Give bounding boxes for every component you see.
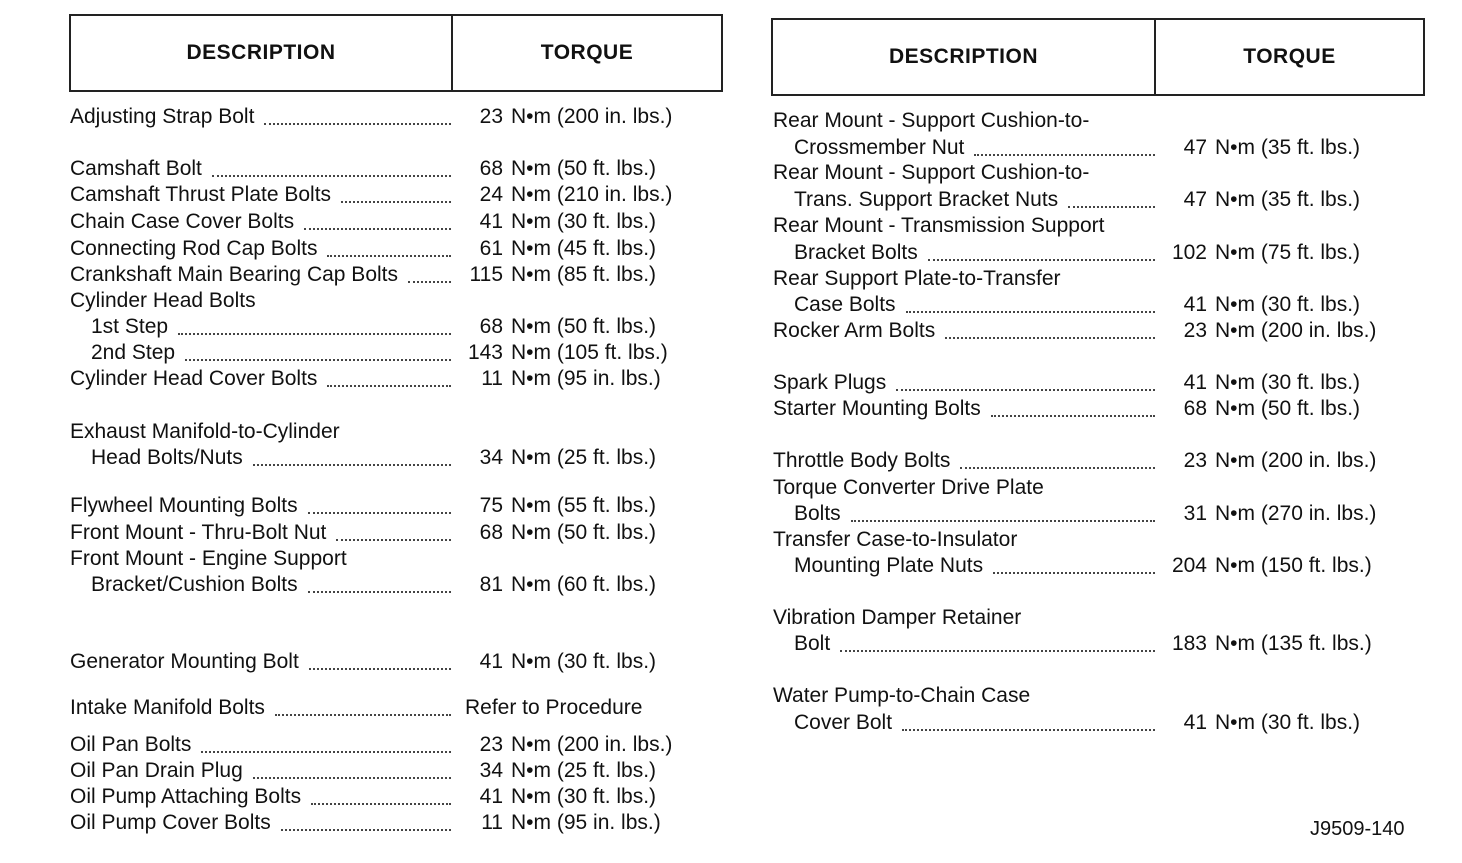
torque-unit: N•m (45 ft. lbs.): [511, 237, 657, 260]
table-row: [70, 106, 672, 132]
torque-unit: N•m (135 ft. lbs.): [1215, 632, 1372, 655]
dot-leader: [993, 572, 1155, 574]
description-text: Oil Pump Cover Bolts: [70, 811, 271, 834]
dot-leader: [902, 729, 1155, 731]
description-cell: [773, 215, 1159, 241]
description-text: Camshaft Thrust Plate Bolts: [70, 183, 332, 206]
torque-unit: N•m (95 in. lbs.): [511, 367, 661, 390]
torque-cell: [465, 106, 672, 132]
description-header: DESCRIPTION: [888, 45, 1038, 68]
description-text: Front Mount - Engine Support: [70, 547, 347, 570]
description-text: Trans. Support Bracket Nuts: [794, 188, 1059, 211]
dot-leader: [275, 714, 451, 716]
description-text: Cover Bolt: [794, 711, 893, 734]
description-text: Water Pump-to-Chain Case: [773, 684, 1031, 707]
table-row: [70, 264, 656, 290]
description-cell: [773, 162, 1159, 188]
description-cell: [773, 712, 1159, 738]
description-cell: [70, 548, 455, 574]
torque-cell: [1169, 189, 1360, 215]
table-row: [773, 320, 1376, 346]
torque-unit: N•m (30 ft. lbs.): [511, 210, 657, 233]
dot-leader: [308, 512, 451, 514]
description-text: Rear Mount - Support Cushion-to-: [773, 161, 1090, 184]
torque-value: 24: [479, 183, 503, 206]
dot-leader: [178, 333, 451, 335]
table-row: [70, 495, 656, 521]
description-cell: [70, 495, 455, 521]
torque-value: 31: [1183, 502, 1207, 525]
description-cell: [70, 697, 455, 723]
table-row: [70, 342, 668, 368]
description-text: Crossmember Nut: [794, 136, 965, 159]
dot-leader: [281, 829, 451, 831]
right-table-header: [771, 18, 1425, 96]
torque-value: 75: [479, 494, 503, 517]
torque-value: 23: [1183, 319, 1207, 342]
torque-cell: [465, 368, 661, 394]
torque-cell: [1169, 555, 1372, 581]
description-text: Starter Mounting Bolts: [773, 397, 981, 420]
table-row: [773, 607, 1159, 633]
description-text: Cylinder Head Cover Bolts: [70, 367, 318, 390]
description-text: Oil Pan Drain Plug: [70, 759, 243, 782]
table-row: [773, 529, 1159, 555]
torque-value: 41: [1183, 711, 1207, 734]
torque-unit: N•m (150 ft. lbs.): [1215, 554, 1372, 577]
description-cell: [773, 555, 1159, 581]
torque-unit: N•m (210 in. lbs.): [511, 183, 673, 206]
torque-value: 41: [479, 650, 503, 673]
torque-cell: [1169, 633, 1372, 659]
dot-leader: [408, 281, 451, 283]
torque-value: 115: [469, 263, 503, 286]
description-text: Vibration Damper Retainer: [773, 606, 1022, 629]
table-row: [773, 503, 1376, 529]
torque-cell: [465, 184, 672, 210]
description-cell: [70, 447, 455, 473]
torque-value: 61: [479, 237, 503, 260]
table-row: [773, 685, 1159, 711]
dot-leader: [201, 751, 451, 753]
dot-leader: [1068, 206, 1155, 208]
table-row: [773, 242, 1360, 268]
description-cell: [70, 760, 455, 786]
table-row: [70, 211, 656, 237]
table-row: [70, 184, 672, 210]
description-text: Bolts: [794, 502, 841, 525]
torque-value: 68: [479, 157, 503, 180]
torque-value: 23: [479, 105, 503, 128]
table-row: [70, 697, 642, 723]
table-row: [773, 450, 1376, 476]
torque-cell: [1169, 398, 1360, 424]
torque-cell: [465, 211, 656, 237]
torque-unit: N•m (95 in. lbs.): [511, 811, 661, 834]
description-cell: [70, 316, 455, 342]
torque-value: 68: [479, 315, 503, 338]
torque-unit: N•m (105 ft. lbs.): [511, 341, 668, 364]
table-row: [773, 477, 1159, 503]
torque-cell: [465, 760, 656, 786]
table-row: [70, 238, 656, 264]
table-row: [70, 368, 661, 394]
table-row: [70, 734, 672, 760]
description-text: Camshaft Bolt: [70, 157, 202, 180]
table-row: [773, 110, 1159, 136]
left-table-header: [69, 14, 723, 92]
dot-leader: [840, 650, 1155, 652]
description-text: Bolt: [794, 632, 831, 655]
torque-cell: [465, 495, 656, 521]
description-cell: [773, 294, 1159, 320]
dot-leader: [264, 123, 451, 125]
torque-value: 11: [481, 367, 503, 390]
description-text: Transfer Case-to-Insulator: [773, 528, 1018, 551]
description-text: Connecting Rod Cap Bolts: [70, 237, 318, 260]
torque-unit: N•m (30 ft. lbs.): [511, 650, 657, 673]
torque-unit: N•m (35 ft. lbs.): [1215, 188, 1361, 211]
description-cell: [773, 320, 1159, 346]
torque-cell: [465, 238, 656, 264]
torque-unit: N•m (270 in. lbs.): [1215, 502, 1377, 525]
table-row: [773, 137, 1360, 163]
torque-cell: [1169, 137, 1360, 163]
torque-unit: N•m (25 ft. lbs.): [511, 759, 657, 782]
description-cell: [70, 421, 455, 447]
torque-value: 34: [479, 446, 503, 469]
description-text: Bracket/Cushion Bolts: [91, 573, 298, 596]
torque-value: 41: [479, 210, 503, 233]
description-cell: [70, 184, 455, 210]
description-text: Chain Case Cover Bolts: [70, 210, 295, 233]
torque-cell: [1169, 372, 1360, 398]
torque-cell: [465, 651, 656, 677]
table-row: [70, 316, 656, 342]
torque-cell: [1169, 712, 1360, 738]
description-text: Torque Converter Drive Plate: [773, 476, 1044, 499]
torque-unit: N•m (200 in. lbs.): [511, 733, 673, 756]
table-row: [70, 522, 656, 548]
dot-leader: [304, 228, 451, 230]
dot-leader: [309, 668, 451, 670]
torque-value: 204: [1171, 554, 1207, 577]
torque-cell: [1169, 294, 1360, 320]
torque-cell: [465, 264, 656, 290]
description-text: Cylinder Head Bolts: [70, 289, 256, 312]
dot-leader: [308, 591, 451, 593]
description-cell: [773, 477, 1159, 503]
description-cell: [70, 211, 455, 237]
torque-value: 47: [1183, 136, 1207, 159]
torque-header: TORQUE: [1154, 20, 1423, 94]
description-text: Head Bolts/Nuts: [91, 446, 243, 469]
table-row: [773, 712, 1360, 738]
torque-value: 47: [1183, 188, 1207, 211]
torque-unit: N•m (85 ft. lbs.): [511, 263, 657, 286]
torque-cell: [465, 786, 656, 812]
dot-leader: [928, 259, 1155, 261]
torque-value: 41: [1183, 371, 1207, 394]
table-row: [70, 548, 455, 574]
table-row: [773, 555, 1372, 581]
torque-unit: N•m (35 ft. lbs.): [1215, 136, 1361, 159]
torque-value: 23: [479, 733, 503, 756]
torque-cell: [465, 734, 672, 760]
dot-leader: [851, 520, 1155, 522]
torque-unit: N•m (30 ft. lbs.): [1215, 371, 1361, 394]
torque-value: 23: [1183, 449, 1207, 472]
description-text: Intake Manifold Bolts: [70, 696, 265, 719]
torque-value: 183: [1171, 632, 1207, 655]
table-row: [773, 633, 1372, 659]
dot-leader: [945, 337, 1155, 339]
table-row: [773, 398, 1360, 424]
description-cell: [773, 607, 1159, 633]
table-row: [773, 189, 1360, 215]
description-text: Adjusting Strap Bolt: [70, 105, 255, 128]
dot-leader: [212, 175, 451, 177]
description-cell: [70, 574, 455, 600]
description-text: Spark Plugs: [773, 371, 887, 394]
description-text: Rear Mount - Transmission Support: [773, 214, 1105, 237]
table-row: [70, 574, 656, 600]
description-text: Bracket Bolts: [794, 241, 918, 264]
description-cell: [70, 238, 455, 264]
torque-unit: N•m (75 ft. lbs.): [1215, 241, 1361, 264]
description-cell: [70, 522, 455, 548]
dot-leader: [327, 255, 451, 257]
torque-unit: N•m (200 in. lbs.): [1215, 319, 1377, 342]
description-cell: [773, 398, 1159, 424]
table-row: [773, 268, 1159, 294]
torque-unit: N•m (50 ft. lbs.): [1215, 397, 1361, 420]
description-cell: [70, 786, 455, 812]
table-row: [773, 294, 1360, 320]
description-text: Oil Pan Bolts: [70, 733, 192, 756]
torque-cell: [465, 316, 656, 342]
dot-leader: [327, 385, 451, 387]
torque-value: 41: [1183, 293, 1207, 316]
description-text: Oil Pump Attaching Bolts: [70, 785, 302, 808]
description-text: Rear Mount - Support Cushion-to-: [773, 109, 1090, 132]
torque-unit: N•m (200 in. lbs.): [511, 105, 673, 128]
table-row: [773, 372, 1360, 398]
description-text: 2nd Step: [91, 341, 176, 364]
description-cell: [773, 137, 1159, 163]
description-text: Flywheel Mounting Bolts: [70, 494, 298, 517]
description-cell: [70, 158, 455, 184]
torque-header: TORQUE: [451, 16, 721, 90]
dot-leader: [311, 803, 451, 805]
dot-leader: [336, 539, 451, 541]
description-cell: [70, 264, 455, 290]
description-cell: [773, 268, 1159, 294]
description-cell: [773, 189, 1159, 215]
torque-value: 68: [1183, 397, 1207, 420]
torque-unit: N•m (50 ft. lbs.): [511, 315, 657, 338]
torque-unit: N•m (25 ft. lbs.): [511, 446, 657, 469]
table-row: [70, 760, 656, 786]
description-cell: [773, 242, 1159, 268]
dot-leader: [253, 464, 451, 466]
torque-cell: [465, 447, 656, 473]
torque-value: 11: [481, 811, 503, 834]
description-cell: [773, 110, 1159, 136]
torque-unit: N•m (50 ft. lbs.): [511, 157, 657, 180]
description-cell: [773, 372, 1159, 398]
description-cell: [773, 685, 1159, 711]
description-cell: [70, 290, 455, 316]
dot-leader: [960, 467, 1155, 469]
torque-unit: N•m (30 ft. lbs.): [1215, 711, 1361, 734]
torque-value: 102: [1171, 241, 1207, 264]
torque-value: 41: [479, 785, 503, 808]
description-text: Rocker Arm Bolts: [773, 319, 936, 342]
torque-cell: [1169, 450, 1376, 476]
torque-cell: [1169, 320, 1376, 346]
table-row: [70, 651, 656, 677]
table-row: [70, 421, 455, 447]
figure-code: J9509-140: [1310, 818, 1405, 840]
description-cell: [773, 503, 1159, 529]
torque-unit: N•m (200 in. lbs.): [1215, 449, 1377, 472]
torque-cell: [465, 342, 668, 368]
dot-leader: [341, 201, 451, 203]
table-row: [70, 290, 455, 316]
description-cell: [70, 812, 455, 838]
description-text: Crankshaft Main Bearing Cap Bolts: [70, 263, 398, 286]
torque-value: 81: [479, 573, 503, 596]
torque-cell: [465, 522, 656, 548]
torque-value: 34: [479, 759, 503, 782]
description-cell: [773, 529, 1159, 555]
torque-cell: [465, 697, 642, 723]
table-row: [773, 215, 1159, 241]
torque-unit: N•m (60 ft. lbs.): [511, 573, 657, 596]
description-cell: [70, 106, 455, 132]
table-row: [773, 162, 1159, 188]
table-row: [70, 447, 656, 473]
description-text: Case Bolts: [794, 293, 896, 316]
table-row: [70, 812, 661, 838]
description-cell: [70, 734, 455, 760]
torque-unit: N•m (30 ft. lbs.): [511, 785, 657, 808]
torque-value: 68: [479, 521, 503, 544]
description-cell: [70, 342, 455, 368]
description-text: Front Mount - Thru-Bolt Nut: [70, 521, 327, 544]
description-text: Exhaust Manifold-to-Cylinder: [70, 420, 340, 443]
torque-unit: N•m (30 ft. lbs.): [1215, 293, 1361, 316]
description-cell: [773, 450, 1159, 476]
dot-leader: [253, 777, 451, 779]
torque-unit: N•m (55 ft. lbs.): [511, 494, 657, 517]
description-text: Generator Mounting Bolt: [70, 650, 299, 673]
torque-unit: Refer to Procedure: [465, 696, 643, 719]
dot-leader: [974, 154, 1155, 156]
description-cell: [70, 368, 455, 394]
description-cell: [70, 651, 455, 677]
dot-leader: [185, 359, 451, 361]
table-row: [70, 786, 656, 812]
description-text: 1st Step: [91, 315, 169, 338]
dot-leader: [896, 389, 1155, 391]
torque-unit: N•m (50 ft. lbs.): [511, 521, 657, 544]
torque-cell: [465, 574, 656, 600]
description-text: Mounting Plate Nuts: [794, 554, 984, 577]
dot-leader: [906, 311, 1155, 313]
torque-cell: [465, 158, 656, 184]
torque-cell: [1169, 503, 1376, 529]
description-header: DESCRIPTION: [186, 41, 336, 64]
description-cell: [773, 633, 1159, 659]
description-text: Rear Support Plate-to-Transfer: [773, 267, 1061, 290]
torque-value: 143: [467, 341, 503, 364]
dot-leader: [991, 415, 1155, 417]
torque-cell: [465, 812, 661, 838]
torque-cell: [1169, 242, 1360, 268]
description-text: Throttle Body Bolts: [773, 449, 951, 472]
table-row: [70, 158, 656, 184]
